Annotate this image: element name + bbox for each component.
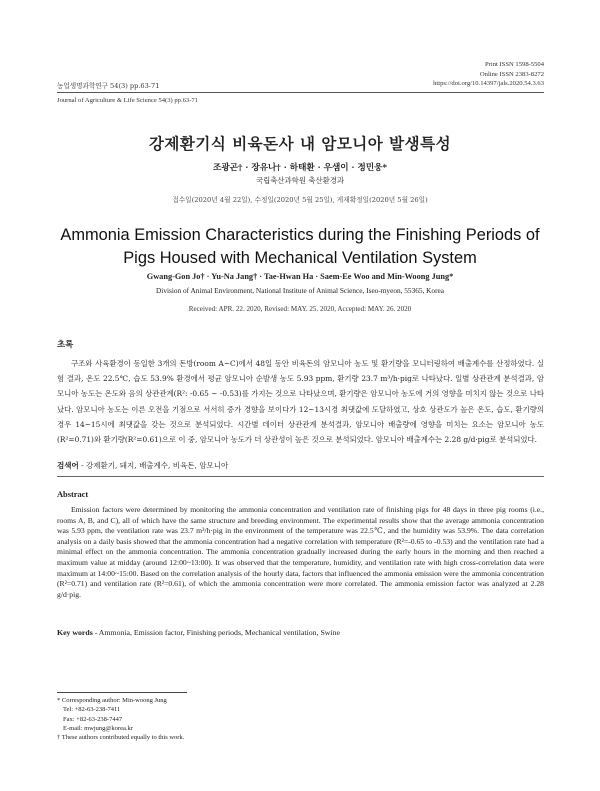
- issn-print: Print ISSN 1598-5504: [485, 61, 544, 68]
- title-english-line1: Ammonia Emission Characteristics during the Finishing Periods of: [60, 226, 540, 244]
- abstract-heading-korean: 초록: [57, 339, 74, 349]
- journal-header-en: Journal of Agriculture & Life Science 54(3) pp.63-71: [57, 97, 198, 104]
- abstract-korean: 구조와 사육환경이 동일한 3개의 돈방(room A~C)에서 48일 동안 비육돈의 암모니아 농도 및 환기량을 모니터링하여 배출계수를 산정하였다. 실험 결과, 온도 22.5℃, 습도 53.9% 환경에서 평균 암모니아 순발생 농도 5.93 ppm, 환기량 23.7 m³/h·pig로 나타났다. 일별 상관관계 분석결과, 암모니아 농도는 온도와 음의 상관관계(R²: -0.65 ~ -0.53)를 가지는 것으로 나타났으며, 환기량은 암모니아 농도에 거의 영향을 미치지 않는 것으로 나타났다. 암모니아 농도는 이른 오전을 기점으로 서서히 증가 경향을 보이다가 12~13시경 최댓값에 도달하였고, 상호 상관도가 높은 온도, 습도, 환기량의 경우 14~15시에 최댓값을 갖는 것으로 분석되었다. 시간별 데이터 상관관계 분석결과, 암모니아 배출량에 영향을 미치는 요소는 암모니아 농도(R²=0.71)와 환기량(R²=0.61)으로 이 중, 암모니아 농도가 더 상관성이 높은 것으로 분석되었다. 암모니아 배출계수는 2.28 g/d·pig로 분석되었다.: [57, 359, 544, 445]
- footnote-tel: Tel: +82-63-238-7411: [63, 706, 121, 714]
- keywords-english-text: - Ammonia, Emission factor, Finishing periods, Mechanical ventilation, Swine: [94, 628, 340, 637]
- keywords-korean-text: - 강제환기, 돼지, 배출계수, 비육돈, 암모니아: [81, 461, 229, 470]
- footnote-email[interactable]: E-mail: mwjung@korea.kr: [63, 724, 133, 732]
- title-english-line2: Pigs Housed with Mechanical Ventilation System: [123, 249, 477, 267]
- doi-link[interactable]: https://doi.org/10.14397/jals.2020.54.3.63: [433, 80, 544, 88]
- abstract-heading-english: Abstract: [57, 490, 89, 499]
- footnote-rule: [57, 692, 187, 693]
- title-english: [40, 224, 560, 270]
- authors-english: Gwang-Gon Jo† · Yu-Na Jang† · Tae-Hwan Ha · Saem-Ee Woo and Min-Woong Jung*: [146, 272, 454, 281]
- footnote-equal-contribution: † These authors contributed equally to this work.: [57, 734, 185, 742]
- keywords-english-label: Key words: [57, 628, 93, 637]
- dates-english: Received: APR. 22. 2020, Revised: MAY. 25. 2020, Accepted: MAY. 26. 2020: [188, 305, 412, 313]
- title-korean: 강제환기식 비육돈사 내 암모니아 발생특성: [148, 135, 452, 153]
- dates-korean: 접수일(2020년 4월 22일), 수정일(2020년 5월 25일), 게재확정일(2020년 5월 26일): [172, 196, 428, 204]
- authors-korean: 조광곤† · 장유나† · 하태환 · 우샘이 · 정민웅*: [213, 163, 387, 173]
- affiliation-korean: 국립축산과학원 축산환경과: [255, 176, 345, 185]
- footnotes: [57, 696, 184, 742]
- affiliation-english: Division of Animal Environment, National Institute of Animal Science, Iseo-myeon, 55365, Korea: [156, 286, 444, 295]
- journal-header-ko: 농업생명과학연구 54(3) pp.63-71: [57, 82, 160, 90]
- keywords-english: [57, 628, 340, 637]
- footnote-fax: Fax: +82-63-238-7447: [63, 715, 123, 723]
- footnote-corresponding: * Corresponding author: Min-woong Jung: [57, 697, 167, 704]
- keywords-korean-label: 검색어: [57, 461, 79, 470]
- issn-online: Online ISSN 2383-8272: [479, 70, 544, 78]
- issn-block: [433, 60, 544, 89]
- abstract-english: Emission factors were determined by monitoring the ammonia concentration and ventilation rate of finishing pigs for 48 days in three pig rooms (i.e., rooms A, B, and C), all of which have the same structure and breeding environment. The experimental results show that the average ammonia concentration was 5.93 ppm, the ventilation rate was 23.7 m³/h·pig in the environment of the temperature was 22.5℃, and the humidity was 53.9%. The data correlation analysis on a daily basis showed that the ammonia concentration had a negative correlation with temperature (R²=-0.65 to -0.53) and the ventilation rate had a minimal effect on the ammonia concentration. The ammonia concentration gradually increased during the early hours in the morning and then reached a maximum value at midday (around 12:00~13:00). It was observed that the temperature, humidity, and ventilation rate with high cross-correlation data were maximum at 14:00~15:00. Based on the correlation analysis of the hourly data, factors that influenced the ammonia emission were the ammonia concentration (R²=0.71) and ventilation rate (R²=0.61), of which the ammonia concentration were more correlated. The ammonia emission factor was analyzed at 2.28 g/d·pig.: [57, 505, 544, 599]
- header-rule: [57, 92, 544, 93]
- section-rule: [57, 476, 544, 477]
- keywords-korean: [57, 460, 228, 471]
